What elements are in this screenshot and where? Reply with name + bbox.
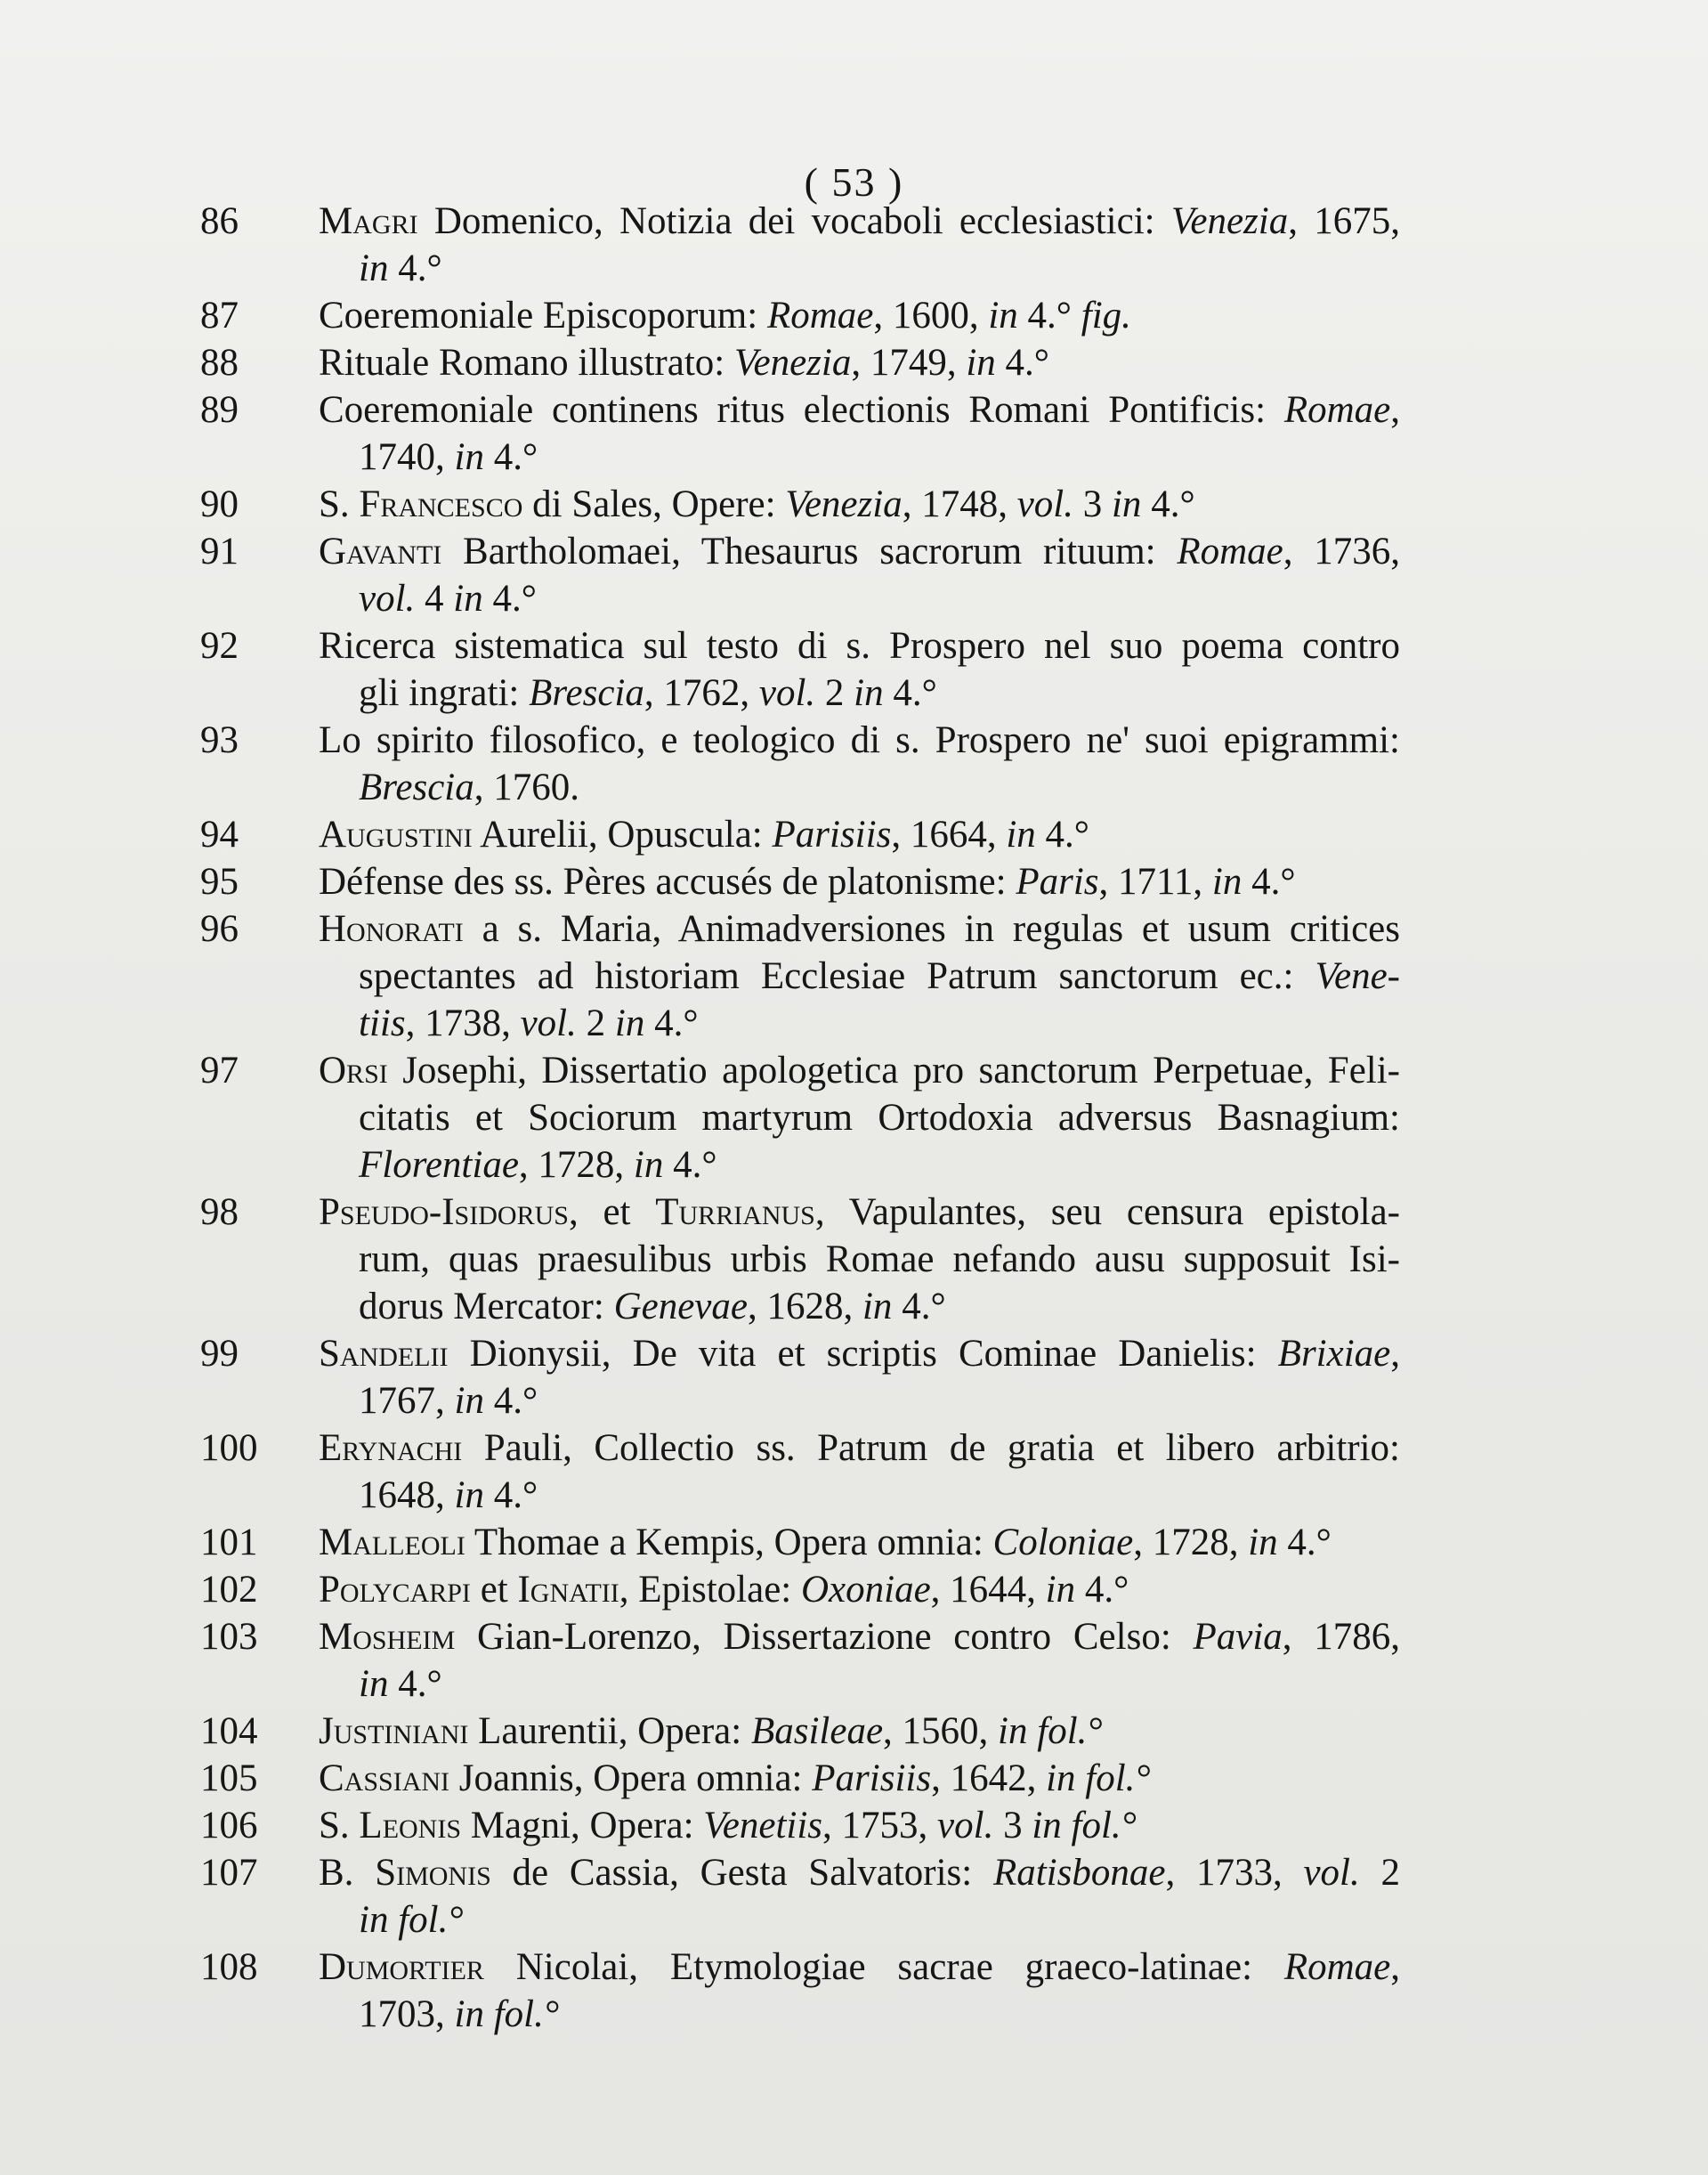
entry-text-segment: Lo spirito filosofico, e teologico di s. Prospero ne' suoi epigrammi: <box>319 719 1400 761</box>
entry-text-segment: , Epistolae: <box>619 1569 801 1611</box>
entry-text-segment: , 1749, <box>851 342 967 384</box>
entry-text-segment: in <box>966 342 996 384</box>
entry-text-segment: Joannis, Opera omnia: <box>449 1757 813 1799</box>
entry-number: 94 <box>200 814 239 856</box>
entry-text-segment: S. <box>319 483 360 525</box>
entry-text-segment: Romae <box>766 295 874 337</box>
entry-text-segment: Défense des ss. Pères accusés de platonisme: <box>319 861 1016 903</box>
entry-text-segment: , 1748, <box>902 483 1017 525</box>
entry-number: 91 <box>200 531 239 572</box>
entry-text-segment: S. <box>319 1805 360 1846</box>
bibliography-entry <box>0 905 1708 1047</box>
bibliography-entry <box>0 1944 1708 2038</box>
entry-line <box>0 1991 1400 2038</box>
entry-text-segment: Polycarpi <box>319 1569 471 1611</box>
entry-text-segment: Mosheim <box>319 1616 456 1658</box>
entry-text-segment: , 1675, <box>1288 200 1400 242</box>
bibliography-entry <box>0 1755 1708 1802</box>
entry-text-segment: in fol.° <box>454 1993 560 2035</box>
entry-text-segment: Thomae a Kempis, Opera omnia: <box>465 1522 993 1563</box>
entry-text-segment: , et <box>568 1191 656 1233</box>
entry-text-segment: , 1753, <box>822 1805 938 1846</box>
bibliography-entry <box>0 481 1708 528</box>
bibliography-entry <box>0 198 1708 292</box>
entry-line <box>0 575 1400 622</box>
entry-text-segment: Dionysii, De vita et scriptis Cominae Danielis: <box>448 1333 1278 1375</box>
entry-number: 100 <box>200 1427 258 1469</box>
entry-number: 105 <box>200 1757 258 1799</box>
entry-text-segment: a s. Maria, Animadversiones in regulas et usum critices <box>463 908 1400 950</box>
entry-text-segment: 4.° <box>1242 861 1296 903</box>
entry-text-segment: Laurentii, Opera: <box>468 1710 751 1752</box>
entry-text-segment: de Cassia, Gesta Salvatoris: <box>490 1852 993 1894</box>
entry-number: 104 <box>200 1710 258 1752</box>
entry-line <box>0 764 1400 811</box>
entry-line <box>0 953 1400 1000</box>
entry-text-segment: 4.° <box>1017 295 1081 337</box>
entry-text-segment: vol. <box>758 672 816 714</box>
bibliography-entry <box>0 1566 1708 1613</box>
entry-number: 96 <box>200 908 239 950</box>
entry-text-segment: in <box>1111 483 1142 525</box>
entry-line <box>0 1377 1400 1424</box>
entry-text-segment: in <box>1045 1569 1076 1611</box>
entry-text-segment: Simonis <box>375 1852 491 1894</box>
entry-text-segment: in <box>614 1002 645 1044</box>
entry-line <box>0 1000 1400 1047</box>
entry-text-segment: , 1762, <box>644 672 759 714</box>
entry-line <box>0 1283 1400 1330</box>
entry-text-segment: 4.° <box>644 1002 699 1044</box>
entry-text-segment: Basileae <box>750 1710 884 1752</box>
entry-text-segment: , 1642, <box>931 1757 1047 1799</box>
entry-text-segment: Vene- <box>1315 955 1400 997</box>
bibliography-entry <box>0 1802 1708 1849</box>
entry-text-segment: in <box>454 1474 484 1516</box>
entry-text-segment: 4.° <box>482 578 537 620</box>
entry-text-segment: , <box>1390 1946 1400 1988</box>
entry-text-segment: Pseudo-Isidorus <box>319 1191 569 1233</box>
entry-text-segment: Ignatii <box>517 1569 619 1611</box>
entry-text-segment: Ricerca sistematica sul testo di s. Prospero nel suo poema contro <box>319 625 1400 667</box>
entry-text-segment: tiis <box>359 1002 406 1044</box>
entry-text-segment: , 1600, <box>873 295 989 337</box>
entry-text-segment: Romae <box>1283 1946 1391 1988</box>
entry-text-segment: , 1738, <box>405 1002 521 1044</box>
entry-line <box>0 670 1400 717</box>
entry-text-segment: Oxoniae <box>801 1569 931 1611</box>
entry-text-segment: in <box>862 1286 893 1327</box>
entry-text-segment: 1703, <box>359 1993 455 2035</box>
entry-text-segment: 3 <box>993 1805 1032 1846</box>
entry-text-segment: 4.° <box>1277 1522 1332 1563</box>
entry-text-segment: Cassiani <box>319 1757 450 1799</box>
entry-text-segment: Honorati <box>319 908 464 950</box>
entry-number: 103 <box>200 1616 258 1658</box>
entry-text-segment: in <box>854 672 884 714</box>
entry-text-segment: vol. <box>937 1805 994 1846</box>
entry-text-segment: Brescia <box>529 672 644 714</box>
bibliography-entry <box>0 1424 1708 1519</box>
entry-line <box>0 245 1400 292</box>
entry-text-segment: 3 <box>1073 483 1112 525</box>
entry-text-segment: in <box>359 248 389 289</box>
bibliography-entry <box>0 339 1708 386</box>
entry-text-segment: Brixiae <box>1277 1333 1391 1375</box>
entry-text-segment: rum, quas praesulibus urbis Romae nefando ausu supposuit Isi- <box>359 1238 1400 1280</box>
entry-text-segment: vol. <box>359 578 416 620</box>
entry-line <box>0 1896 1400 1944</box>
entry-text-segment: Orsi <box>319 1050 388 1092</box>
entry-text-segment: in <box>1211 861 1243 903</box>
entry-text-segment: in <box>454 436 484 478</box>
entry-text-segment: Gian-Lorenzo, Dissertazione contro Celso: <box>455 1616 1194 1658</box>
entry-text-segment: , 1786, <box>1282 1616 1401 1658</box>
entry-text-segment: Augustini <box>319 814 473 856</box>
entry-line <box>0 1660 1400 1708</box>
entry-line <box>0 434 1400 481</box>
entry-text-segment: Venezia <box>785 483 903 525</box>
entry-text-segment: Rituale Romano illustrato: <box>319 342 734 384</box>
entry-text-segment: in fol.° <box>1046 1757 1151 1799</box>
entry-number: 88 <box>200 342 239 384</box>
entry-text-segment: 4.° <box>483 1474 538 1516</box>
entry-text-segment: 4.° <box>1141 483 1195 525</box>
entry-text-segment: vol. <box>1016 483 1073 525</box>
entry-text-segment: , 1628, <box>747 1286 862 1327</box>
bibliography-entry <box>0 1047 1708 1189</box>
entry-text-segment: Genevae <box>613 1286 748 1327</box>
entry-text-segment: Aurelii, Opuscula: <box>472 814 773 856</box>
entry-text-segment: Bartholomaei, Thesaurus sacrorum rituum: <box>441 531 1178 572</box>
entry-text-segment: Leonis <box>359 1805 462 1846</box>
entry-text-segment: Pavia <box>1193 1616 1283 1658</box>
entry-text-segment: spectantes ad historiam Ecclesiae Patrum sanctorum ec.: <box>359 955 1315 997</box>
bibliography-entry <box>0 717 1708 811</box>
entry-text-segment: Sandelii <box>319 1333 449 1375</box>
entry-line <box>0 1094 1400 1141</box>
entry-text-segment: , <box>1390 1333 1400 1375</box>
entry-number: 101 <box>200 1522 258 1563</box>
entry-text-segment: B. <box>319 1852 376 1894</box>
entry-text-segment: Turrianus <box>655 1191 815 1233</box>
entry-text-segment: Pauli, Collectio ss. Patrum de gratia et libero arbitrio: <box>462 1427 1400 1469</box>
entry-text-segment: dorus Mercator: <box>359 1286 614 1327</box>
entry-number: 98 <box>200 1191 239 1233</box>
entry-text-segment: Justiniani <box>319 1710 469 1752</box>
bibliography-entry <box>0 1708 1708 1755</box>
bibliography-entry <box>0 386 1708 481</box>
entry-text-segment: Venezia <box>1170 200 1289 242</box>
entry-text-segment: , 1736, <box>1283 531 1401 572</box>
bibliography-entry <box>0 858 1708 905</box>
entry-text-segment: Romae <box>1283 389 1391 431</box>
bibliography-entry <box>0 1519 1708 1566</box>
entry-text-segment: , 1560, <box>883 1710 999 1752</box>
entry-text-segment: 4.° <box>1075 1569 1129 1611</box>
entry-text-segment: , 1728, <box>1133 1522 1249 1563</box>
entry-number: 106 <box>200 1805 258 1846</box>
entry-number: 89 <box>200 389 239 431</box>
entry-text-segment: , 1711, <box>1098 861 1212 903</box>
entry-text-segment: , 1760. <box>474 767 580 808</box>
entry-text-segment: 2 <box>1359 1852 1400 1894</box>
entry-text-segment: 4 <box>415 578 454 620</box>
bibliography-entry <box>0 1330 1708 1424</box>
entry-number: 87 <box>200 295 239 337</box>
entry-text-segment: , Vapulantes, seu censura epistola- <box>814 1191 1400 1233</box>
bibliography-entry <box>0 1613 1708 1708</box>
entry-text-segment: in fol.° <box>359 1899 464 1941</box>
entry-text-segment: , 1728, <box>518 1144 634 1186</box>
entry-text-segment: 1767, <box>359 1380 455 1422</box>
entry-text-segment: 4.° <box>483 1380 538 1422</box>
entry-text-segment: 2 <box>576 1002 615 1044</box>
bibliography-entry <box>0 811 1708 858</box>
entry-number: 86 <box>200 200 239 242</box>
entry-text-segment: in <box>1006 814 1036 856</box>
entry-text-segment: in fol.° <box>998 1710 1103 1752</box>
entry-text-segment: Josephi, Dissertatio apologetica pro sanctorum Perpetuae, Feli- <box>387 1050 1400 1092</box>
entry-line <box>0 1236 1400 1283</box>
bibliography-entry <box>0 1849 1708 1944</box>
page-number: ( 53 ) <box>804 159 904 205</box>
entry-text-segment: di Sales, Opere: <box>522 483 786 525</box>
entry-number: 102 <box>200 1569 258 1611</box>
entry-text-segment: 4.° <box>995 342 1049 384</box>
entry-text-segment: Dumortier <box>319 1946 484 1988</box>
entry-text-segment: Domenico, Notizia dei vocaboli ecclesiastici: <box>417 200 1171 242</box>
entry-text-segment: citatis et Sociorum martyrum Ortodoxia adversus Basnagium: <box>359 1097 1400 1139</box>
entry-text-segment: , <box>1390 389 1400 431</box>
entry-text-segment: 4.° <box>883 672 937 714</box>
bibliography-entry <box>0 1189 1708 1330</box>
entry-text-segment: et <box>470 1569 518 1611</box>
entry-text-segment: 1648, <box>359 1474 455 1516</box>
entry-text-segment: Romae <box>1177 531 1283 572</box>
entry-text-segment: Parisiis <box>772 814 892 856</box>
entry-text-segment: Coloniae <box>992 1522 1134 1563</box>
entry-number: 107 <box>200 1852 258 1894</box>
entry-text-segment: in <box>633 1144 664 1186</box>
entry-text-segment: in <box>453 578 483 620</box>
entry-text-segment: 1740, <box>359 436 455 478</box>
entry-number: 92 <box>200 625 239 667</box>
entry-text-segment: Ratisbonae <box>992 1852 1166 1894</box>
entry-text-segment: Coeremoniale Episcoporum: <box>319 295 767 337</box>
entry-text-segment: Erynachi <box>319 1427 463 1469</box>
bibliography-entry <box>0 292 1708 339</box>
entry-number: 93 <box>200 719 239 761</box>
entry-line <box>0 1141 1400 1189</box>
entry-text-segment: vol. <box>1303 1852 1360 1894</box>
bibliography-list <box>0 198 1708 2038</box>
entry-text-segment: Parisiis <box>812 1757 932 1799</box>
entry-text-segment: Florentiae <box>359 1144 519 1186</box>
entry-number: 90 <box>200 483 239 525</box>
entry-text-segment: gli ingrati: <box>359 672 530 714</box>
entry-text-segment: in <box>359 1663 389 1705</box>
entry-text-segment: in fol.° <box>1032 1805 1137 1846</box>
entry-text-segment: 2 <box>815 672 854 714</box>
entry-text-segment: Venezia <box>733 342 852 384</box>
entry-text-segment: Magni, Opera: <box>461 1805 704 1846</box>
entry-text-segment: 4.° <box>892 1286 946 1327</box>
entry-text-segment: Malleoli <box>319 1522 465 1563</box>
entry-text-segment: 4.° <box>483 436 538 478</box>
entry-text-segment: 4.° <box>388 248 442 289</box>
entry-text-segment: Venetiis <box>703 1805 823 1846</box>
entry-text-segment: in <box>1248 1522 1278 1563</box>
entry-text-segment: vol. <box>520 1002 577 1044</box>
entry-text-segment: Brescia <box>359 767 474 808</box>
entry-text-segment: 4.° <box>663 1144 717 1186</box>
entry-text-segment: 4.° <box>1035 814 1089 856</box>
entry-number: 108 <box>200 1946 258 1988</box>
entry-text-segment: fig. <box>1081 295 1131 337</box>
entry-line <box>0 1472 1400 1519</box>
entry-text-segment: Francesco <box>359 483 523 525</box>
entry-text-segment: Gavanti <box>319 531 442 572</box>
entry-text-segment: in <box>454 1380 484 1422</box>
entry-text-segment: 4.° <box>388 1663 442 1705</box>
entry-text-segment: Magri <box>319 200 418 242</box>
entry-number: 99 <box>200 1333 239 1375</box>
bibliography-entry <box>0 528 1708 622</box>
entry-text-segment: in <box>988 295 1018 337</box>
entry-text-segment: Nicolai, Etymologiae sacrae graeco-latinae: <box>483 1946 1284 1988</box>
entry-number: 97 <box>200 1050 239 1092</box>
entry-text-segment: , 1733, <box>1165 1852 1304 1894</box>
entry-text-segment: Paris <box>1016 861 1099 903</box>
entry-text-segment: , 1664, <box>891 814 1007 856</box>
entry-text-segment: , 1644, <box>930 1569 1046 1611</box>
entry-number: 95 <box>200 861 239 903</box>
bibliography-entry <box>0 622 1708 717</box>
entry-text-segment: Coeremoniale continens ritus electionis Romani Pontificis: <box>319 389 1284 431</box>
